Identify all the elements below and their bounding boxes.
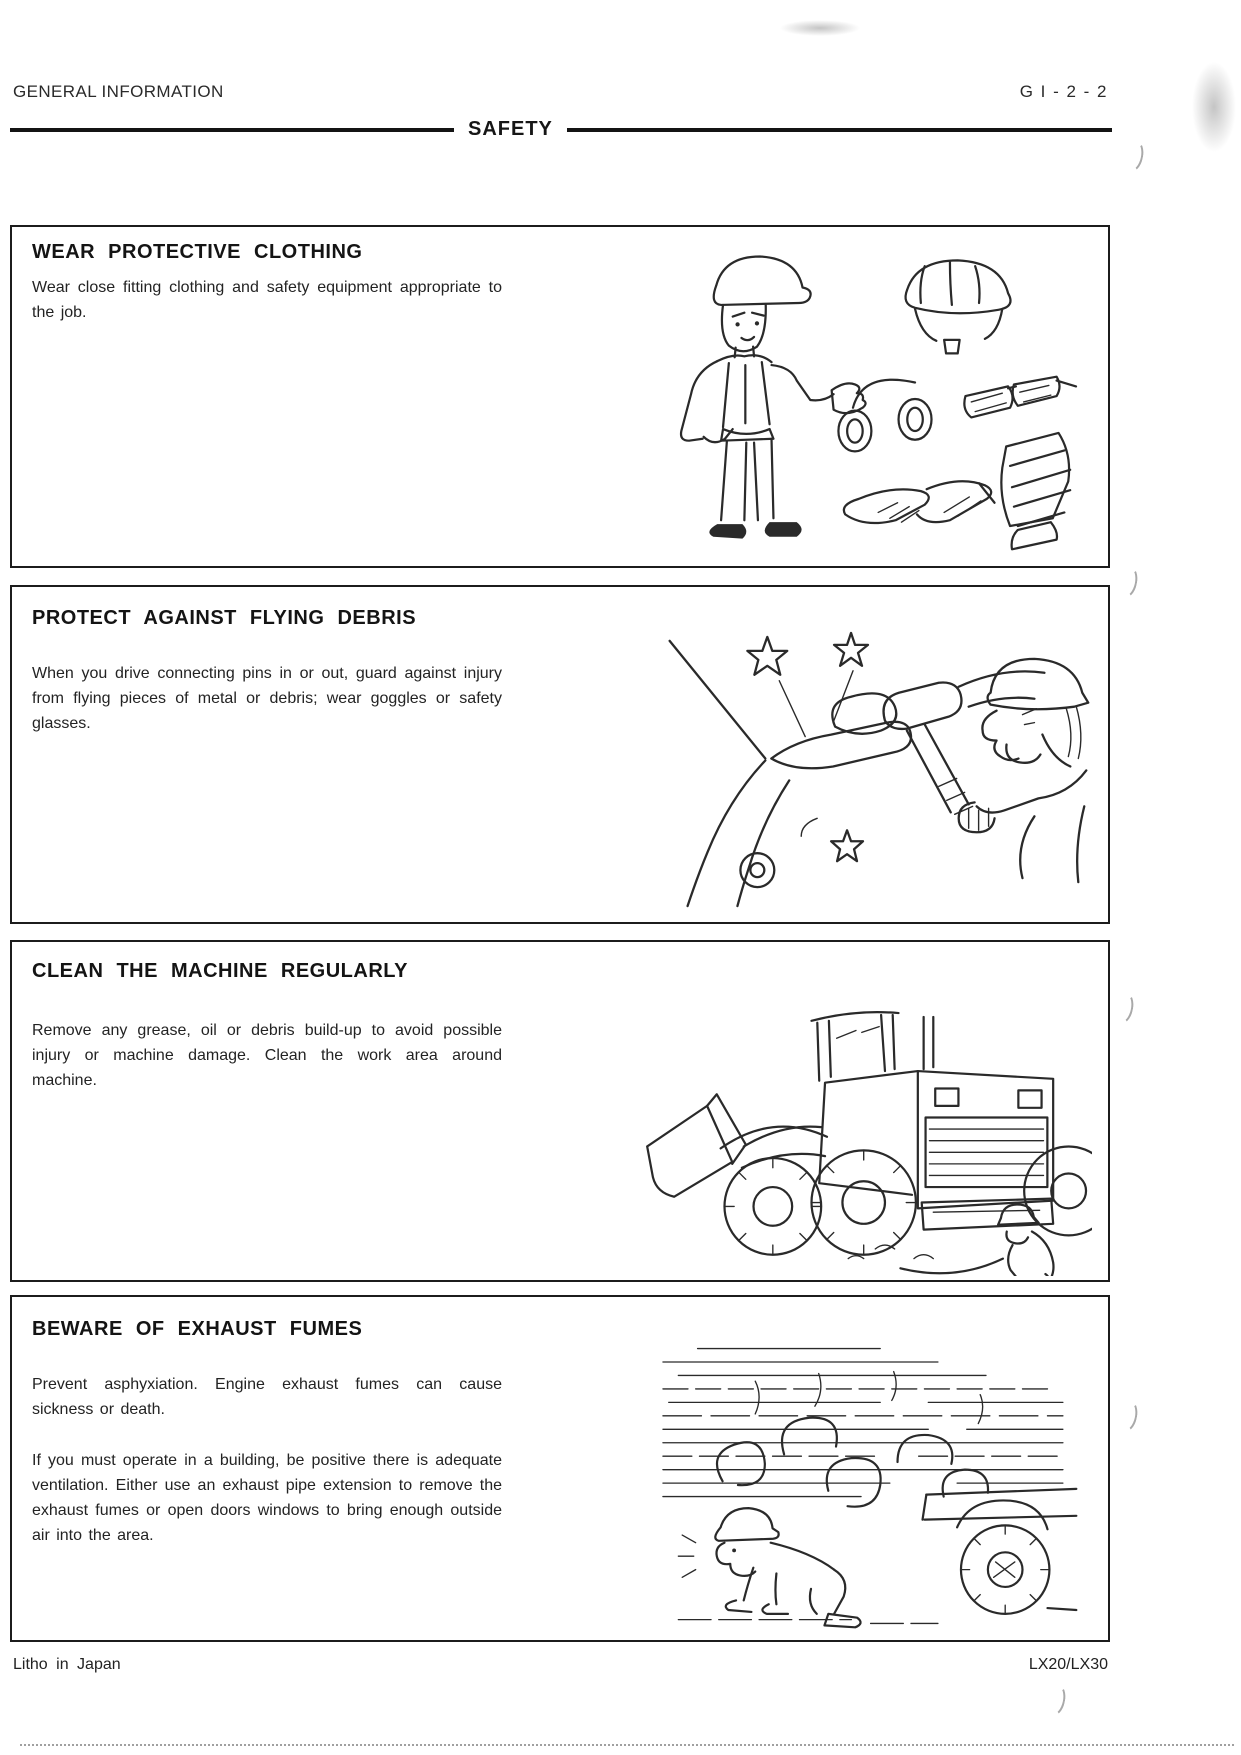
scan-artifact [1043,1682,1068,1717]
section-inner [12,587,1108,922]
section-body [32,1018,502,1093]
wheel-loader-illustration [618,986,1092,1276]
section-body [32,1372,502,1548]
page-number: G I - 2 - 2 [1019,82,1108,101]
section-inner [12,227,1108,566]
bottom-dotted-rule [20,1744,1234,1746]
scan-artifact [1115,1398,1140,1433]
section-paragraph: Wear close fitting clothing and safety equipment appropriate to the job. [32,279,502,321]
chapter-label: GENERAL INFORMATION [13,82,224,101]
scan-smudge [1192,62,1236,152]
section-title: PROTECT AGAINST FLYING DEBRIS [32,607,417,629]
section-body [32,661,502,736]
section-title: BEWARE OF EXHAUST FUMES [32,1318,363,1340]
protective-equipment-illustration [612,239,1092,559]
divider-rule-right [567,128,1112,132]
scan-artifact [1111,990,1136,1025]
model-code: LX20/LX30 [1028,1656,1108,1673]
section-wear-protective-clothing [10,225,1110,568]
section-title: WEAR PROTECTIVE CLOTHING [32,241,363,263]
flying-debris-illustration [638,609,1090,913]
section-title: CLEAN THE MACHINE REGULARLY [32,960,408,982]
section-protect-against-flying-debris [10,585,1110,924]
exhaust-fumes-illustration [628,1337,1094,1635]
scan-smudge [780,20,860,36]
section-paragraph: When you drive connecting pins in or out, guard against injury from flying pieces of metal or debris; wear goggles or safety glasses. [32,665,502,732]
scan-artifact [1121,138,1146,173]
section-paragraph: Remove any grease, oil or debris build-up to avoid possible injury or machine damage. Clean the work area around machine. [32,1022,502,1089]
section-inner [12,1297,1108,1640]
section-paragraph: Prevent asphyxiation. Engine exhaust fumes can cause sickness or death. [32,1376,502,1418]
divider-title: SAFETY [468,118,553,140]
scan-artifact [1115,564,1140,599]
section-clean-the-machine-regularly [10,940,1110,1282]
section-body [32,275,502,325]
section-beware-of-exhaust-fumes [10,1295,1110,1642]
safety-divider [10,118,1112,141]
section-inner [12,942,1108,1280]
divider-rule-left [10,128,454,132]
litho-note: Litho in Japan [13,1656,121,1673]
section-paragraph: If you must operate in a building, be positive there is adequate ventilation. Either use an exhaust pipe extension to remove the exhaust fumes or open doors windows to bring enough outside air into the area. [32,1452,502,1544]
